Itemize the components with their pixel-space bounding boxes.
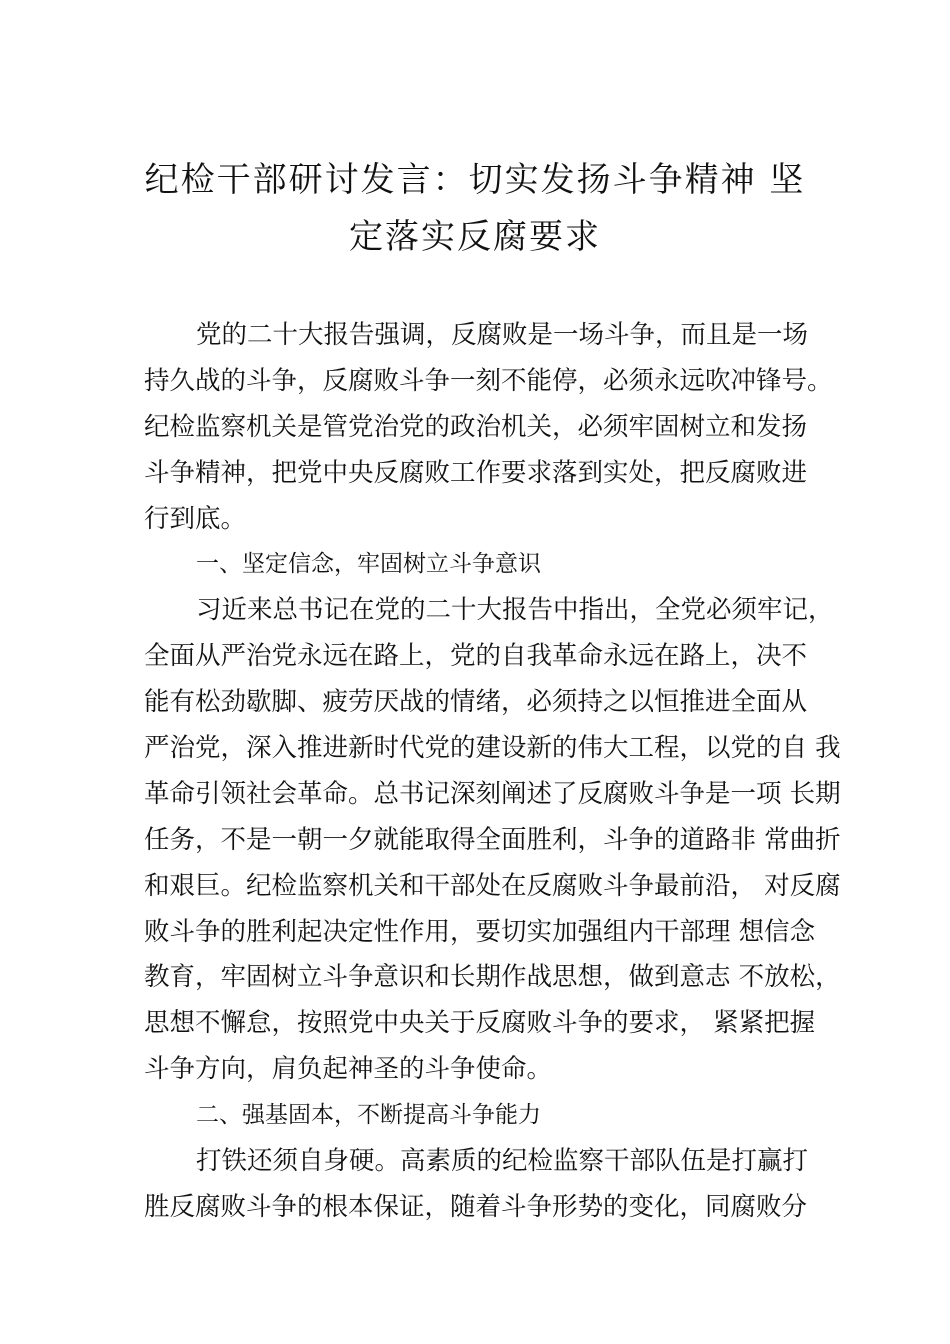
paragraph-line: 能有松劲歇脚、疲劳厌战的情绪，必须持之以恒推进全面从 bbox=[144, 687, 808, 718]
document-title bbox=[60, 152, 890, 266]
paragraph-line: 持久战的斗争，反腐败斗争一刻不能停，必须永远吹冲锋号。 bbox=[144, 365, 833, 396]
paragraph-line: 任务，不是一朝一夕就能取得全面胜利，斗争的道路非 常曲折 bbox=[144, 824, 841, 855]
section-heading: 一、坚定信念，牢固树立斗争意识 bbox=[196, 551, 541, 578]
paragraph-line: 打铁还须自身硬。高素质的纪检监察干部队伍是打赢打 bbox=[196, 1146, 809, 1177]
paragraph-line: 纪检监察机关是管党治党的政治机关，必须牢固树立和发扬 bbox=[144, 411, 808, 442]
document-body bbox=[144, 313, 841, 1231]
paragraph-line: 和艰巨。纪检监察机关和干部处在反腐败斗争最前沿， 对反腐 bbox=[144, 870, 841, 901]
paragraph-line: 思想不懈怠，按照党中央关于反腐败斗争的要求， 紧紧把握 bbox=[144, 1008, 816, 1039]
paragraph-line: 党的二十大报告强调，反腐败是一场斗争，而且是一场 bbox=[196, 320, 809, 350]
section-heading: 二、强基固本，不断提高斗争能力 bbox=[196, 1102, 541, 1129]
paragraph-line: 斗争方向，肩负起神圣的斗争使命。 bbox=[144, 1054, 553, 1085]
paragraph-line: 严治党，深入推进新时代党的建设新的伟大工程，以党的自 我 bbox=[144, 733, 841, 764]
title-line: 定落实反腐要求 bbox=[349, 217, 601, 257]
paragraph-line: 全面从严治党永远在路上，党的自我革命永远在路上，决不 bbox=[144, 641, 808, 672]
paragraph-line: 行到底。 bbox=[144, 503, 247, 534]
paragraph-line: 败斗争的胜利起决定性作用，要切实加强组内干部理 想信念 bbox=[144, 916, 816, 947]
paragraph-line: 教育，牢固树立斗争意识和长期作战思想，做到意志 不放松， bbox=[144, 962, 841, 993]
paragraph-line: 革命引领社会革命。总书记深刻阐述了反腐败斗争是一项 长期 bbox=[144, 778, 841, 809]
title-line: 纪检干部研讨发言：切实发扬斗争精神 坚 bbox=[144, 160, 806, 200]
paragraph-line: 胜反腐败斗争的根本保证，随着斗争形势的变化，同腐败分 bbox=[144, 1191, 808, 1222]
paragraph-line: 斗争精神，把党中央反腐败工作要求落到实处，把反腐败进 bbox=[144, 457, 808, 488]
paragraph-line: 习近来总书记在党的二十大报告中指出，全党必须牢记， bbox=[196, 595, 834, 626]
